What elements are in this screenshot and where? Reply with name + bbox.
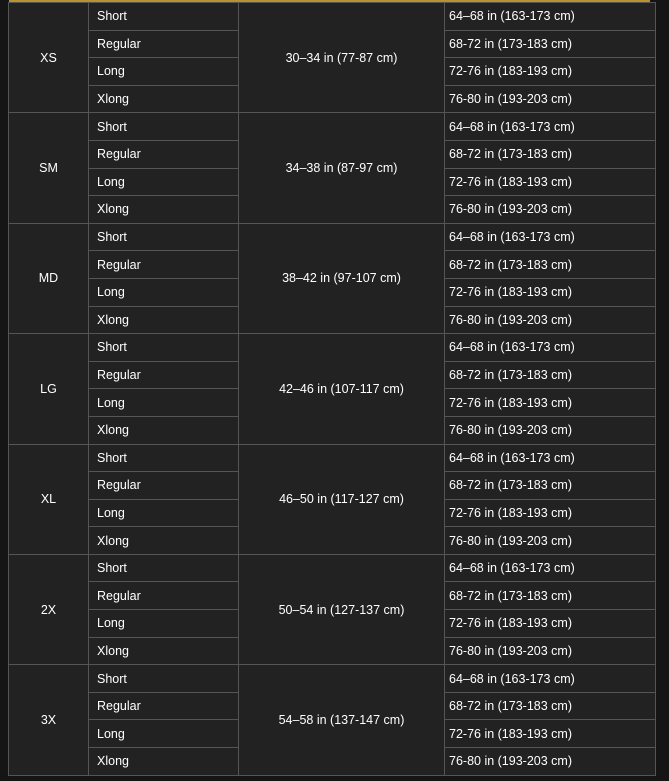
length-label: Xlong	[89, 85, 239, 113]
table-row	[9, 665, 656, 693]
length-label: Regular	[89, 30, 239, 58]
height-range: 68-72 in (173-183 cm)	[445, 251, 656, 279]
chest-range: 30–34 in (77-87 cm)	[239, 3, 445, 113]
length-label: Long	[89, 389, 239, 417]
height-range: 76-80 in (193-203 cm)	[445, 196, 656, 224]
length-label: Regular	[89, 251, 239, 279]
length-label: Long	[89, 610, 239, 638]
table-row	[9, 113, 656, 141]
table-row	[9, 554, 656, 582]
height-range: 64–68 in (163-173 cm)	[445, 444, 656, 472]
length-label: Xlong	[89, 416, 239, 444]
chest-range: 50–54 in (127-137 cm)	[239, 554, 445, 664]
length-label: Xlong	[89, 748, 239, 776]
height-range: 72-76 in (183-193 cm)	[445, 389, 656, 417]
length-label: Short	[89, 223, 239, 251]
height-range: 72-76 in (183-193 cm)	[445, 499, 656, 527]
chest-range: 42–46 in (107-117 cm)	[239, 334, 445, 444]
length-label: Long	[89, 168, 239, 196]
length-label: Short	[89, 444, 239, 472]
height-range: 72-76 in (183-193 cm)	[445, 610, 656, 638]
length-label: Regular	[89, 692, 239, 720]
height-range: 64–68 in (163-173 cm)	[445, 3, 656, 31]
length-label: Short	[89, 554, 239, 582]
size-label: XL	[9, 444, 89, 554]
height-range: 72-76 in (183-193 cm)	[445, 720, 656, 748]
length-label: Xlong	[89, 306, 239, 334]
length-label: Xlong	[89, 196, 239, 224]
height-range: 68-72 in (173-183 cm)	[445, 472, 656, 500]
length-label: Xlong	[89, 527, 239, 555]
size-label: SM	[9, 113, 89, 223]
length-label: Long	[89, 58, 239, 86]
length-label: Short	[89, 665, 239, 693]
table-row	[9, 444, 656, 472]
length-label: Short	[89, 334, 239, 362]
height-range: 76-80 in (193-203 cm)	[445, 748, 656, 776]
chest-range: 46–50 in (117-127 cm)	[239, 444, 445, 554]
length-label: Short	[89, 3, 239, 31]
height-range: 68-72 in (173-183 cm)	[445, 692, 656, 720]
length-label: Regular	[89, 582, 239, 610]
height-range: 68-72 in (173-183 cm)	[445, 361, 656, 389]
size-label: 3X	[9, 665, 89, 775]
height-range: 72-76 in (183-193 cm)	[445, 168, 656, 196]
height-range: 64–68 in (163-173 cm)	[445, 223, 656, 251]
length-label: Short	[89, 113, 239, 141]
length-label: Long	[89, 720, 239, 748]
height-range: 76-80 in (193-203 cm)	[445, 306, 656, 334]
size-label: MD	[9, 223, 89, 333]
size-chart-table	[8, 2, 656, 776]
length-label: Regular	[89, 140, 239, 168]
length-label: Regular	[89, 472, 239, 500]
height-range: 76-80 in (193-203 cm)	[445, 85, 656, 113]
length-label: Xlong	[89, 637, 239, 665]
height-range: 76-80 in (193-203 cm)	[445, 416, 656, 444]
length-label: Long	[89, 278, 239, 306]
height-range: 68-72 in (173-183 cm)	[445, 30, 656, 58]
height-range: 64–68 in (163-173 cm)	[445, 113, 656, 141]
size-label: 2X	[9, 554, 89, 664]
height-range: 68-72 in (173-183 cm)	[445, 582, 656, 610]
height-range: 68-72 in (173-183 cm)	[445, 140, 656, 168]
height-range: 76-80 in (193-203 cm)	[445, 527, 656, 555]
length-label: Long	[89, 499, 239, 527]
height-range: 64–68 in (163-173 cm)	[445, 665, 656, 693]
chest-range: 38–42 in (97-107 cm)	[239, 223, 445, 333]
table-row	[9, 223, 656, 251]
height-range: 64–68 in (163-173 cm)	[445, 554, 656, 582]
height-range: 64–68 in (163-173 cm)	[445, 334, 656, 362]
height-range: 72-76 in (183-193 cm)	[445, 278, 656, 306]
size-label: LG	[9, 334, 89, 444]
size-label: XS	[9, 3, 89, 113]
length-label: Regular	[89, 361, 239, 389]
chest-range: 54–58 in (137-147 cm)	[239, 665, 445, 775]
chest-range: 34–38 in (87-97 cm)	[239, 113, 445, 223]
height-range: 76-80 in (193-203 cm)	[445, 637, 656, 665]
table-row	[9, 3, 656, 31]
table-row	[9, 334, 656, 362]
height-range: 72-76 in (183-193 cm)	[445, 58, 656, 86]
